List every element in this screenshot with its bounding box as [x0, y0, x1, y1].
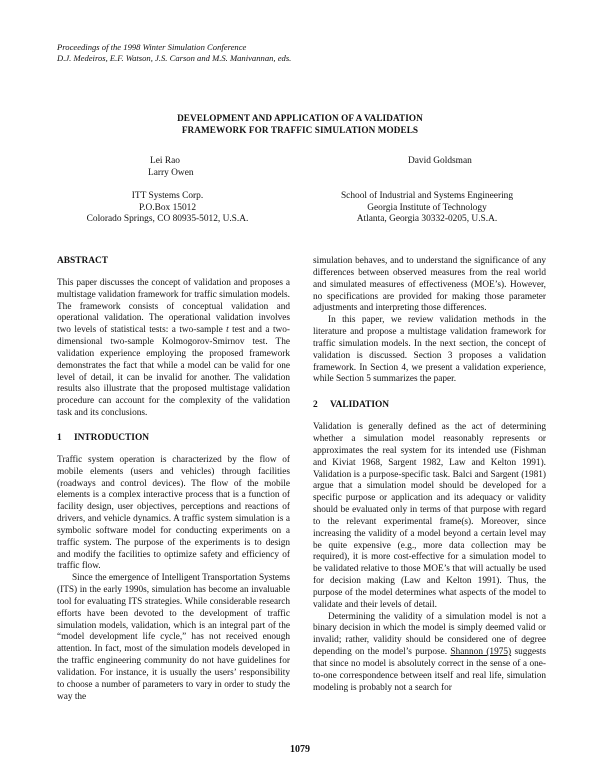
abstract-text: This paper discusses the concept of validation and proposes a multistage validation framework for traffic simulation models. The framework consists of conceptual validation and operational validation. The operational validation involves two levels of statistical tests: a two-sample t test and a two-dimensional two-sample Kolmogorov-Smirnov test. The validation experience employing the proposed framework demonstrates the fact that while a model can be valid for one level of detail, it can be invalid for another. The validation results also illustrate that the proposed multistage validation procedure can account for the complexity of the validation task and its conclusions. [57, 277, 290, 419]
author-block-right-names [408, 156, 472, 168]
shannon-citation: Shannon (1975) [450, 647, 512, 658]
title-line-2: FRAMEWORK FOR TRAFFIC SIMULATION MODELS [181, 125, 419, 135]
right-paragraph-1: simulation behaves, and to understand the significance of any differences between observed measures from the real world and simulated measures of effectiveness (MOE’s). However, no specifications are provided for making those parameter adjustments and interpreting those differences. [313, 256, 546, 314]
proceedings-header [57, 42, 291, 64]
intro-heading: 1 INTRODUCTION [57, 432, 150, 443]
author-block-left-names [148, 156, 194, 179]
author-block-right-affiliation [332, 191, 522, 226]
author-block-left-affiliation [80, 191, 255, 226]
author-name: Larry Owen [148, 167, 194, 178]
abstract-heading: ABSTRACT [57, 256, 109, 266]
paper-title [0, 112, 600, 136]
author-institution: Georgia Institute of Technology [367, 202, 487, 213]
author-name: Lei Rao [150, 156, 180, 166]
intro-paragraph-2: Since the emergence of Intelligent Transportation Systems (ITS) in the early 1990s, simulation has become an invaluable tool for evaluating ITS strategies. While considerable research efforts have been devoted to the development of traffic simulation models, validation, which is an integral part of the “model development life cycle,” has not received enough attention. In fact, most of the simulation models developed in the traffic engineering community do not have guidelines for validation. For instance, it is usually the users’ responsibility to choose a number of parameters to vary in order to study the way the [57, 573, 290, 702]
author-address: P.O.Box 15012 [138, 202, 197, 213]
page-number: 1079 [290, 744, 310, 755]
t-symbol: t [226, 325, 229, 336]
author-city: Colorado Springs, CO 80935-5012, U.S.A. [86, 214, 249, 225]
editors-line: D.J. Medeiros, E.F. Watson, J.S. Carson and M.S. Manivannan, eds. [57, 53, 292, 63]
author-org: ITT Systems Corp. [131, 191, 204, 201]
proceedings-line: Proceedings of the 1998 Winter Simulation Conference [57, 42, 247, 52]
right-paragraph-2: In this paper, we review validation methods in the literature and propose a multistage validation framework for traffic simulation models. In the next section, the concept of validation is discussed. Section 3 proposes a validation framework. In Section 4, we present a validation experience, while Section 5 summarizes the paper. [313, 315, 546, 385]
intro-paragraph-1: Traffic system operation is characterized by the flow of mobile elements (users and vehicles) through facilities (roadways and control devices). The flow of the mobile elements is a complex interactive process that is a function of facility design, user objectives, perceptions and reactions of drivers, and vehicle dynamics. A traffic system simulation is a symbolic software model for conducting experiments on a traffic system. The purpose of the experiments is to design and modify the facilities to optimize safety and efficiency of traffic flow. [57, 454, 290, 572]
left-column [57, 256, 290, 704]
validation-paragraph-1: Validation is generally defined as the act of determining whether a simulation model reasonably represents or approximates the real system for its intended use (Fishman and Kiviat 1968, Sargent 1982, Law and Kelton 1991). Validation is a purpose-specific task. Balci and Sargent (1981) argue that a simulation model should be developed for a specific purpose or application and its adequacy or validity should be evaluated only in terms of that purpose with regard to the relevant experimental frame(s). Moreover, since increasing the validity of a model beyond a certain level may be quite expensive (e.g., more data collection may be required), it is more cost-effective for a simulation model to be validated relative to those MOE’s that will actually be used for decision making (Law and Kelton 1991). Thus, the purpose of the model determines what aspects of the model to validate and their levels of detail. [313, 422, 546, 610]
right-column [313, 256, 546, 695]
author-city: Atlanta, Georgia 30332-0205, U.S.A. [356, 214, 498, 225]
validation-paragraph-2: Determining the validity of a simulation model is not a binary decision in which the model is simply deemed valid or invalid; rather, validity should be considered one of degree depending on the model’s purpose. Shannon (1975) suggests that since no model is absolutely correct in the sense of a one-to-one correspondence between itself and real life, simulation modeling is probably not a search for [313, 611, 547, 693]
title-line-1: DEVELOPMENT AND APPLICATION OF A VALIDATION [177, 113, 423, 123]
author-name: David Goldsman [408, 156, 472, 166]
author-dept: School of Industrial and Systems Engineering [340, 191, 514, 201]
validation-heading: 2 VALIDATION [313, 400, 390, 411]
